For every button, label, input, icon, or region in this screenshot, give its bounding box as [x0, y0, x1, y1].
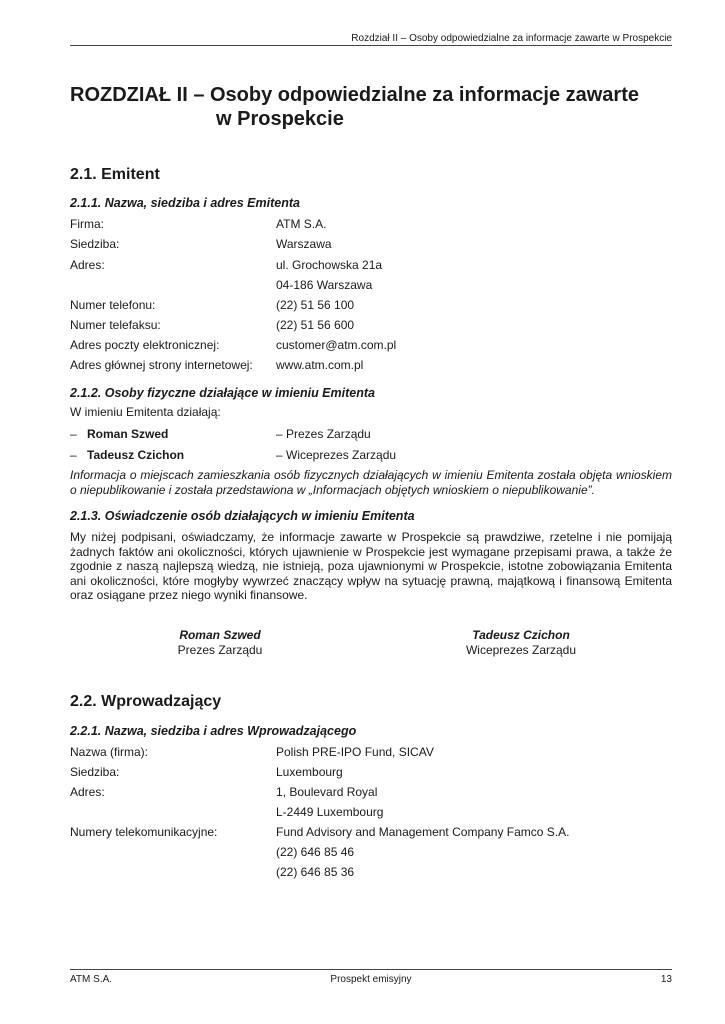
dash: –	[70, 448, 77, 462]
row-label: Adres głównej strony internetowej:	[70, 358, 253, 372]
persons-intro: W imieniu Emitenta działają:	[70, 405, 221, 419]
row-value: ul. Grochowska 21a	[276, 258, 383, 272]
declaration-text: My niżej podpisani, oświadczamy, że informacje zawarte w Prospekcie są prawdziwe, rzetelne i nie pomijają żadnych faktów ani okoliczności, których ujawnienie w Prospekcie jest wymagane przepisami prawa, a także że zgodnie z naszą najlepszą wiedzą, nie istnieją, poza ujawnionymi w Prospekcie, istotne zobowiązania Emitenta ani okoliczności, które mogłyby wywrzeć znaczący wpływ na sytuację prawną, majątkową i finansową Emitenta oraz osiągane przez niego wyniki finansowe.	[70, 530, 672, 602]
section-heading-2-1: 2.1. Emitent	[70, 166, 160, 183]
person-name: Roman Szwed	[87, 427, 169, 441]
person-role: – Prezes Zarządu	[276, 427, 371, 441]
row-label: Firma:	[70, 217, 104, 231]
residence-note: Informacja o miejscach zamieszkania osób fizycznych działających w imieniu Emitenta została objęta wnioskiem o niepublikowanie i została przedstawiona w „Informacjach objętych wnioskiem o niepublikowanie”.	[70, 468, 672, 497]
page-number: 13	[660, 974, 672, 985]
subsection-heading-2-1-2: 2.1.2. Osoby fizyczne działające w imieniu Emitenta	[70, 386, 375, 400]
section-heading-2-2: 2.2. Wprowadzający	[70, 693, 222, 710]
row-label: Numery telekomunikacyjne:	[70, 825, 218, 839]
row-label: Siedziba:	[70, 765, 120, 779]
header-rule	[70, 45, 672, 46]
row-label: Numer telefonu:	[70, 298, 156, 312]
row-label: Numer telefaksu:	[70, 318, 161, 332]
person-role: – Wiceprezes Zarządu	[276, 448, 397, 462]
row-value: Luxembourg	[276, 765, 343, 779]
subsection-heading-2-1-3: 2.1.3. Oświadczenie osób działających w imieniu Emitenta	[70, 509, 415, 523]
row-value: customer@atm.com.pl	[276, 338, 397, 352]
row-value: www.atm.com.pl	[276, 358, 364, 372]
row-value: Fund Advisory and Management Company Famco S.A.	[276, 825, 570, 839]
row-value: (22) 51 56 600	[276, 318, 355, 332]
signatory-role: Wiceprezes Zarządu	[465, 643, 577, 657]
footer-company: ATM S.A.	[70, 974, 113, 985]
dash: –	[70, 427, 77, 441]
row-label: Siedziba:	[70, 237, 120, 251]
row-value: 1, Boulevard Royal	[276, 785, 378, 799]
row-value: 04-186 Warszawa	[276, 278, 373, 292]
row-value: Polish PRE-IPO Fund, SICAV	[276, 745, 434, 759]
row-value: ATM S.A.	[276, 217, 327, 231]
chapter-title	[70, 83, 680, 131]
running-header: Rozdział II – Osoby odpowiedzialne za informacje zawarte w Prospekcie	[351, 33, 672, 44]
person-name: Tadeusz Czichon	[87, 448, 185, 462]
signatory-name: Tadeusz Czichon	[472, 628, 570, 642]
signatory-role: Prezes Zarządu	[177, 643, 263, 657]
signature-block	[140, 628, 300, 658]
footer-rule	[70, 969, 672, 970]
chapter-title-line2: w Prospekcie	[216, 108, 344, 130]
row-label: Adres:	[70, 258, 105, 272]
signatory-name: Roman Szwed	[179, 628, 261, 642]
row-value: (22) 646 85 46	[276, 845, 355, 859]
chapter-title-line1: ROZDZIAŁ II – Osoby odpowiedzialne za informacje zawarte	[70, 84, 639, 106]
subsection-heading-2-1-1: 2.1.1. Nazwa, siedziba i adres Emitenta	[70, 196, 300, 210]
row-label: Nazwa (firma):	[70, 745, 149, 759]
row-value: L-2449 Luxembourg	[276, 805, 384, 819]
footer-document-title: Prospekt emisyjny	[330, 974, 412, 985]
row-value: (22) 51 56 100	[276, 298, 355, 312]
row-label: Adres:	[70, 785, 105, 799]
signature-block	[441, 628, 601, 658]
row-value: (22) 646 85 36	[276, 865, 355, 879]
row-value: Warszawa	[276, 237, 332, 251]
subsection-heading-2-2-1: 2.2.1. Nazwa, siedziba i adres Wprowadzającego	[70, 724, 357, 738]
row-label: Adres poczty elektronicznej:	[70, 338, 220, 352]
